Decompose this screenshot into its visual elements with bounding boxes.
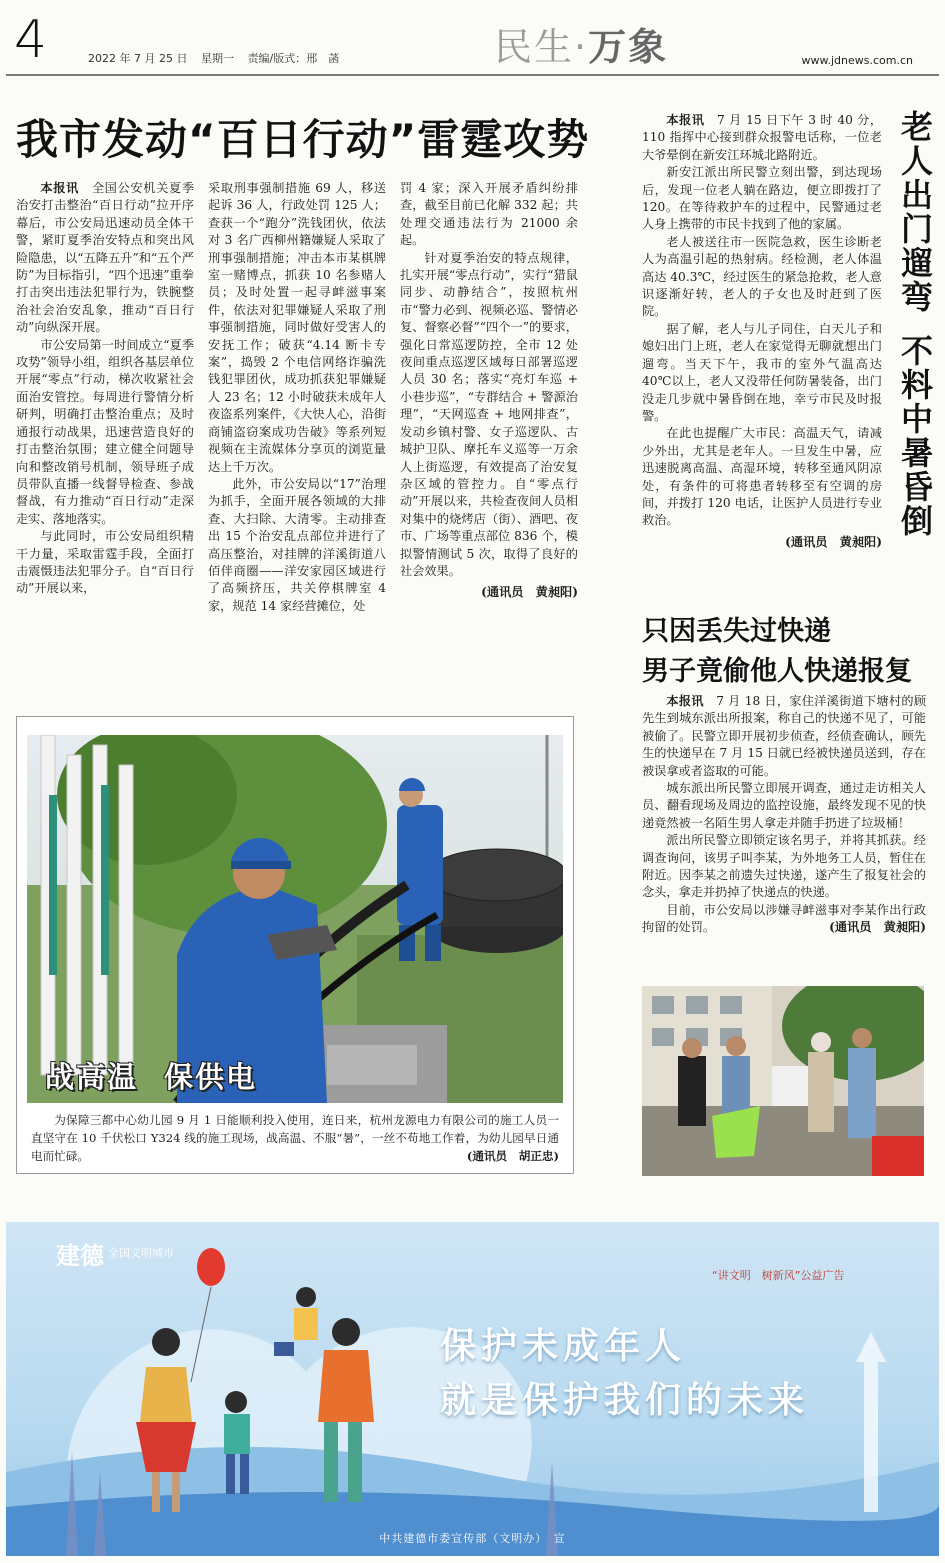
lead-column-1: [16, 180, 194, 650]
worker-photo: [27, 735, 563, 1103]
worker-photo-illustration: [27, 735, 563, 1103]
paragraph: 派出所民警立即锁定该名男子，并将其抓获。经调查询问，该男子叫李某，为外地务工人员，暂住在附近。因李某之前遗失过快递，遂产生了报复社会的念头，拿走并扔掉了快递点的快递。: [642, 833, 926, 900]
power-photo-feature: [16, 716, 574, 1174]
ad-headline-line1: 保护未成年人: [440, 1326, 687, 1367]
paragraph: 此外，市公安局以“17”治理为抓手，全面开展各领域的大排查、大扫除、大清零。主动排查出 15 个治安乱点部位并进行了高压整治，对挂牌的洋溪街道八佰伴商圈——洋安家园区域进行了高频挤压，共关停棋牌室 4 家，规范 14 家经营摊位，处: [208, 476, 386, 613]
paragraph: [16, 180, 194, 337]
headline-line1: 只因丢失过快递: [642, 616, 831, 647]
paragraph: 新安江派出所民警立刻出警，到达现场后，发现一位老人躺在路边，便立即拨打了 120。在等待救护车的过程中，民警通过老人身上携带的市民卡找到了他的家属。: [642, 165, 882, 232]
paragraph: 老人被送往市一医院急救，医生诊断老人为高温引起的热射病。经检测，老人体温高达 40.3℃，经过医生的紧急抢救，老人意识逐渐好转，老人的子女也及时赶到了医院。: [642, 234, 882, 319]
news-tag: 本报讯: [40, 181, 79, 195]
brand-text: 全国文明城市: [108, 1246, 174, 1260]
section-part2: 万象: [588, 25, 669, 69]
paragraph: 市公安局第一时间成立“夏季攻势”领导小组，组织各基层单位开展“零点”行动，梯次收紧社会面治安管控。每周进行警情分析研判，明确打击整治重点；及时通报行动战果，迅速营造良好的打击整治氛围；建立健全问题导向和整改销号机制，领导班子成员带队直播一线督导检查、参战督战，有力推动“百日行动”走深走实、落地落实。: [16, 337, 194, 526]
public-service-ad: [6, 1222, 939, 1556]
ad-headline-line2: 就是保护我们的未来: [440, 1380, 810, 1421]
news-tag: 本报讯: [666, 694, 704, 708]
byline: (通讯员 黄昶阳): [481, 585, 578, 600]
paragraph-text: 7 月 15 日下午 3 时 40 分，110 指挥中心接到群众报警电话称，一位老大爷晕倒在新安江环城北路附近。: [642, 113, 882, 162]
paragraph: [642, 902, 926, 937]
caption-text: 为保障三都中心幼儿园 9 月 1 日能顺利投入使用，连日来，杭州龙源电力有限公司的施工人员一直坚守在 10 千伏松口 Y324 线的施工现场，战高温、不服“暑”，一丝不苟地工作着，为幼儿园早日通电而忙碌。: [31, 1113, 559, 1163]
lead-article-body: [16, 180, 578, 650]
dateline: [88, 50, 349, 66]
masthead-rule: [6, 74, 939, 76]
headline-line2: 男子竟偷他人快递报复: [642, 656, 912, 687]
editor: 责编/版式：邢 菡: [247, 52, 340, 65]
weekday: 星期一: [200, 52, 234, 65]
paragraph-text: 全国公安机关夏季治安打击整治“百日行动”拉开序幕后，市公安局迅速动员全体干警，紧盯夏季治安特点和突出风险隐患，以“五降五升”和“五个严防”为目标指引，“四个迅速”重拳打击突出违法犯罪行为，铁腕整治社会治安乱象，推动“百日行动”向纵深开展。: [16, 181, 194, 335]
paragraph-text: 7 月 18 日，家住洋溪街道下塘村的顾先生到城东派出所报案，称自己的快递不见了，可能被偷了。民警立即开展初步侦查，经侦查确认，顾先生的快递早在 7 月 15 日就已经被快递员送到，存在被误拿或者盗取的可能。: [642, 694, 926, 778]
news-tag: 本报讯: [666, 113, 705, 127]
paragraph-text: 目前，市公安局以涉嫌寻衅滋事对李某作出行政拘留的处罚。: [642, 902, 926, 935]
ad-brand: [56, 1236, 174, 1271]
paragraph: [642, 693, 926, 780]
website-link[interactable]: www.jdnews.com.cn: [801, 54, 913, 67]
date: 2022 年 7 月 25 日: [88, 52, 188, 65]
heatstroke-article-body: [642, 112, 882, 567]
police-photo: [642, 986, 924, 1176]
headline-part1: 老人出门遛弯: [896, 110, 934, 314]
paragraph: 与此同时，市公安局组织精干力量，采取雷霆手段，全面打击震慑违法犯罪分子。自“百日行动”开展以来，: [16, 529, 194, 596]
section-title: [494, 16, 668, 71]
lead-column-3: [400, 180, 578, 650]
section-dot: ·: [574, 25, 589, 69]
paragraph: 据了解，老人与儿子同住，白天儿子和媳妇出门上班，老人在家觉得无聊就想出门遛弯。当天下午，我市的室外气温高达 40℃以上，老人又没带任何防暑装备，出门没走几步就中暑昏倒在地，幸亏市民及时报警。: [642, 321, 882, 423]
page-number: 4: [14, 10, 48, 70]
lead-column-2: [208, 180, 386, 650]
courier-headline: [642, 612, 934, 692]
section-part1: 民生: [494, 25, 575, 69]
ad-sponsor: 中共建德市委宣传部（文明办） 宣: [379, 1532, 566, 1545]
byline: (通讯员 黄昶阳): [785, 534, 882, 549]
headline-part2: 不料中暑昏倒: [896, 334, 934, 538]
police-photo-illustration: [642, 986, 924, 1176]
paragraph: 罚 4 家；深入开展矛盾纠纷排查，截至目前已化解 332 起；共处理交通违法行为 21000 余起。: [400, 181, 578, 248]
paragraph: 采取刑事强制措施 69 人，移送起诉 36 人，行政处罚 125 人；查获一个“跑分”洗钱团伙，依法对 3 名广西柳州籍嫌疑人采取了刑事强制措施；冲击本市某棋牌室一赌博点，抓获 10 名参赌人员；及时处置一起寻衅滋事案件，依法对犯罪嫌疑人采取了刑事强制措施，同时做好受害人的安抚工作；破获“4.14 断卡专案”，捣毁 2 个电信网络诈骗洗钱犯罪团伙，成功抓获犯罪嫌疑人 23 名；12 小时破获未成年人夜盗系列案件，《大快人心，沿街商铺盗窃案成功告破》等系列短视频在主流媒体分享页的浏览量达上千万次。: [208, 181, 386, 474]
lead-headline: 我市发动“百日行动”雷霆攻势: [16, 115, 590, 164]
paragraph: [642, 112, 882, 164]
byline: (通讯员 黄昶阳): [829, 920, 926, 935]
photo-caption: [31, 1111, 559, 1165]
heatstroke-headline: [888, 110, 934, 550]
byline: (通讯员 胡正忠): [466, 1149, 559, 1163]
overlay-part2: 保供电: [164, 1060, 258, 1094]
photo-overlay-title: [45, 1055, 257, 1096]
ad-slogan: “讲文明 树新风”公益广告: [712, 1269, 845, 1282]
overlay-part1: 战高温: [45, 1060, 139, 1094]
masthead: [0, 0, 945, 78]
paragraph: 在此也提醒广大市民：高温天气，请减少外出，尤其是老年人。一旦发生中暑，应迅速脱离高温、高湿环境，转移至通风阴凉处，有条件的可将患者转移至有空调的房间，并拨打 120 电话，让医护人员进行专业救治。: [642, 426, 882, 528]
courier-article-body: [642, 693, 926, 975]
brand-char: 建德: [56, 1241, 104, 1270]
paragraph: 针对夏季治安的特点规律，扎实开展“零点行动”，实行“猎鼠同步、动静结合”，按照杭州市“警力必到、视频必巡、警情必复、督察必督”“四个一”的要求，强化日常巡逻防控，全市 12 处夜间重点巡逻区域每日部署巡逻人员 30 名；落实“亮灯车巡 + 小巷步巡”，“专群结合 + 警源治理”，“天网巡查 + 地网排查”，发动乡镇村警、女子巡逻队、古城护卫队、摩托车义巡等一万余人上街巡逻，有效提高了治安复杂区域的管控力。自“零点行动”开展以来，共检查夜间人员相对集中的烧烤店（街）、酒吧、夜市、广场等重点部位 836 个，模拟警情测试 5 次，取得了良好的社会效果。: [400, 250, 578, 578]
paragraph: 城东派出所民警立即展开调查，通过走访相关人员、翻看现场及周边的监控设施，最终发现不见的快递竟然被一名陌生男人拿走并随手扔进了垃圾桶！: [642, 781, 926, 830]
